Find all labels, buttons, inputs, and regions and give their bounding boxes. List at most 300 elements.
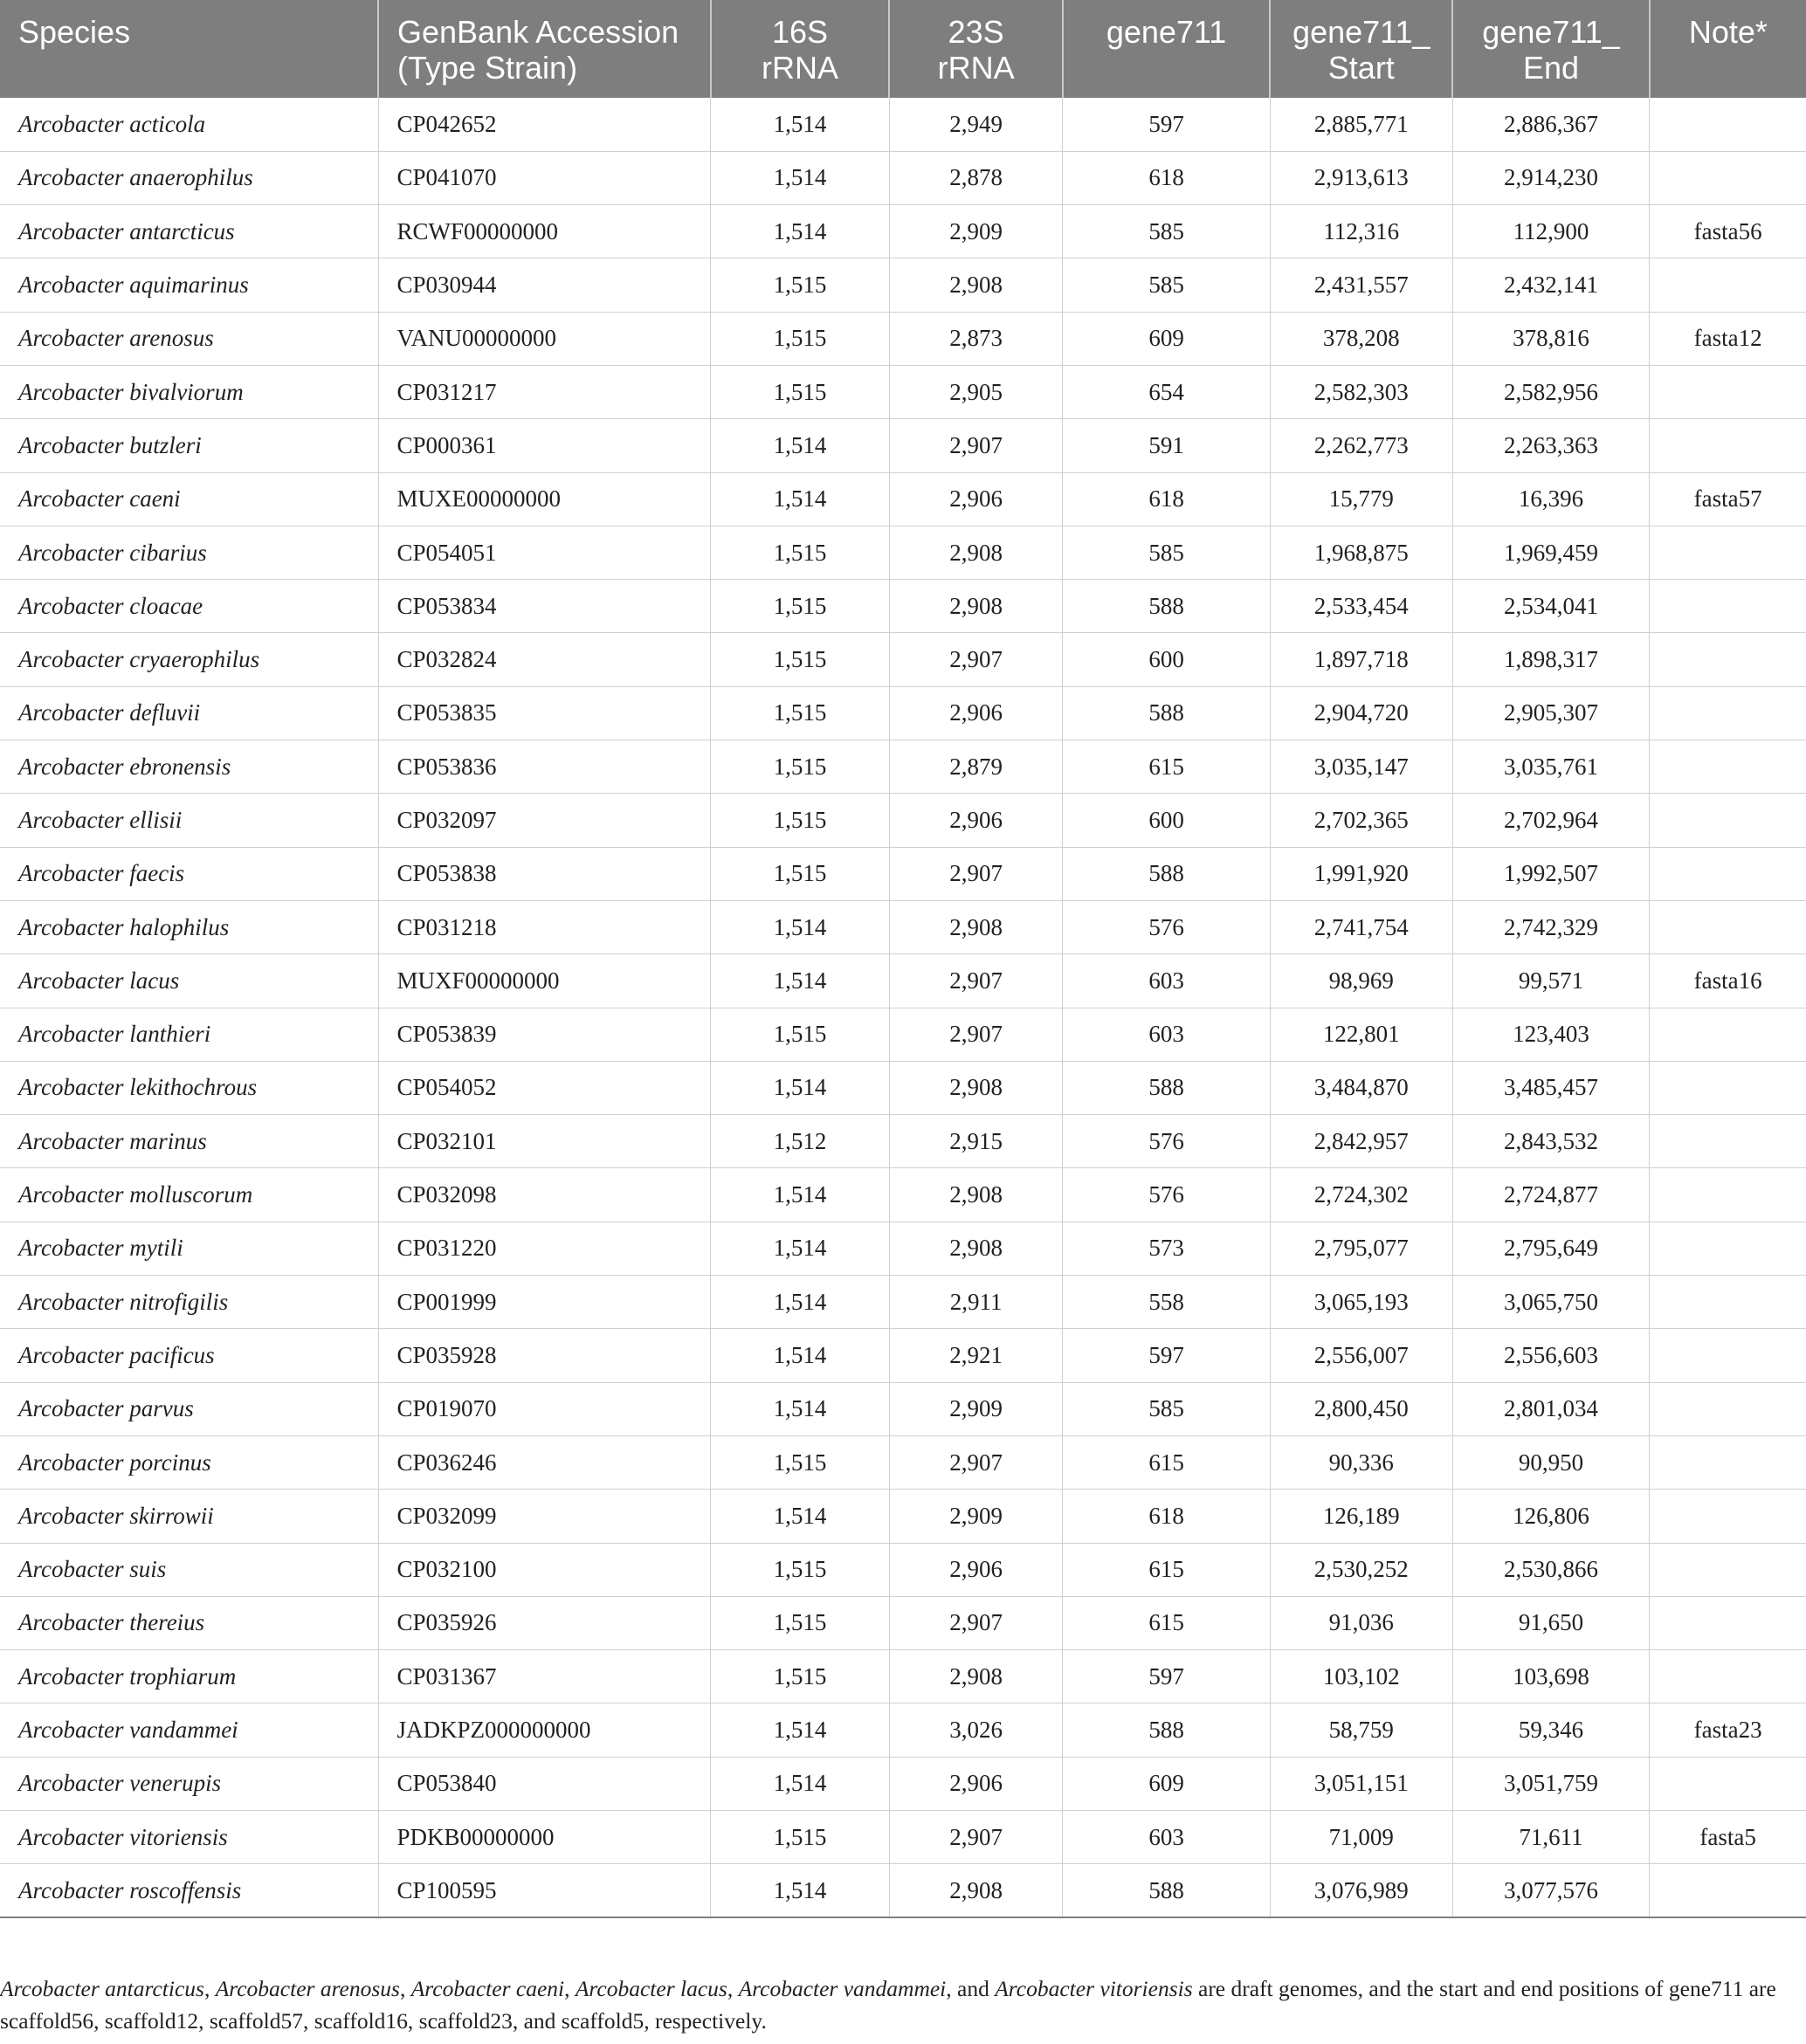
header-gene711: gene711 xyxy=(1063,0,1270,98)
cell-gene711-start: 2,800,450 xyxy=(1270,1382,1452,1435)
cell-note: fasta23 xyxy=(1650,1703,1806,1757)
cell-genbank-accession: CP032100 xyxy=(378,1543,711,1596)
cell-16s-rrna: 1,515 xyxy=(711,1650,890,1703)
cell-16s-rrna: 1,515 xyxy=(711,794,890,847)
cell-gene711-end: 2,742,329 xyxy=(1452,900,1649,953)
cell-gene711: 573 xyxy=(1063,1222,1270,1275)
cell-species: Arcobacter antarcticus xyxy=(0,205,378,258)
table-row xyxy=(0,258,1806,312)
cell-gene711-end: 59,346 xyxy=(1452,1703,1649,1757)
cell-note: fasta16 xyxy=(1650,954,1806,1008)
cell-16s-rrna: 1,515 xyxy=(711,1596,890,1649)
cell-gene711-end: 2,886,367 xyxy=(1452,98,1649,151)
cell-16s-rrna: 1,514 xyxy=(711,1222,890,1275)
cell-16s-rrna: 1,512 xyxy=(711,1115,890,1168)
cell-genbank-accession: CP032098 xyxy=(378,1168,711,1222)
cell-16s-rrna: 1,515 xyxy=(711,1543,890,1596)
footnote-text: , and xyxy=(946,1976,996,2001)
cell-16s-rrna: 1,515 xyxy=(711,1435,890,1489)
cell-note xyxy=(1650,526,1806,579)
cell-species: Arcobacter cibarius xyxy=(0,526,378,579)
cell-23s-rrna: 2,909 xyxy=(889,1382,1063,1435)
cell-23s-rrna: 2,908 xyxy=(889,580,1063,633)
cell-gene711-end: 16,396 xyxy=(1452,472,1649,526)
cell-gene711-start: 3,076,989 xyxy=(1270,1864,1452,1917)
cell-genbank-accession: CP053834 xyxy=(378,580,711,633)
cell-species: Arcobacter arenosus xyxy=(0,312,378,365)
cell-gene711-end: 3,035,761 xyxy=(1452,740,1649,794)
cell-note xyxy=(1650,1276,1806,1329)
cell-23s-rrna: 2,908 xyxy=(889,1168,1063,1222)
cell-gene711: 591 xyxy=(1063,419,1270,472)
cell-note xyxy=(1650,1757,1806,1810)
cell-gene711-start: 378,208 xyxy=(1270,312,1452,365)
cell-23s-rrna: 3,026 xyxy=(889,1703,1063,1757)
cell-gene711-end: 90,950 xyxy=(1452,1435,1649,1489)
cell-genbank-accession: CP036246 xyxy=(378,1435,711,1489)
table-row xyxy=(0,1596,1806,1649)
table-row xyxy=(0,1061,1806,1114)
cell-gene711: 558 xyxy=(1063,1276,1270,1329)
cell-species: Arcobacter thereius xyxy=(0,1596,378,1649)
table-row xyxy=(0,954,1806,1008)
cell-gene711-end: 112,900 xyxy=(1452,205,1649,258)
cell-species: Arcobacter trophiarum xyxy=(0,1650,378,1703)
cell-species: Arcobacter vitoriensis xyxy=(0,1811,378,1864)
cell-note xyxy=(1650,1061,1806,1114)
table-row xyxy=(0,98,1806,151)
cell-gene711: 600 xyxy=(1063,794,1270,847)
table-row xyxy=(0,1222,1806,1275)
cell-species: Arcobacter ebronensis xyxy=(0,740,378,794)
cell-genbank-accession: CP032824 xyxy=(378,633,711,686)
cell-gene711-start: 3,035,147 xyxy=(1270,740,1452,794)
cell-16s-rrna: 1,514 xyxy=(711,1864,890,1917)
cell-note xyxy=(1650,686,1806,740)
cell-note xyxy=(1650,580,1806,633)
cell-genbank-accession: CP031218 xyxy=(378,900,711,953)
cell-species: Arcobacter bivalviorum xyxy=(0,365,378,418)
cell-genbank-accession: CP032101 xyxy=(378,1115,711,1168)
cell-gene711-end: 2,801,034 xyxy=(1452,1382,1649,1435)
cell-16s-rrna: 1,514 xyxy=(711,1382,890,1435)
header-23s-rrna: 23S rRNA xyxy=(889,0,1063,98)
cell-gene711-start: 2,431,557 xyxy=(1270,258,1452,312)
header-note: Note* xyxy=(1688,14,1768,50)
cell-16s-rrna: 1,514 xyxy=(711,1757,890,1810)
cell-16s-rrna: 1,514 xyxy=(711,1168,890,1222)
cell-gene711-end: 2,914,230 xyxy=(1452,151,1649,204)
cell-gene711: 603 xyxy=(1063,1008,1270,1061)
cell-gene711-end: 71,611 xyxy=(1452,1811,1649,1864)
cell-note xyxy=(1650,740,1806,794)
table-footnote xyxy=(0,1972,1806,2037)
cell-gene711-end: 2,795,649 xyxy=(1452,1222,1649,1275)
cell-gene711-start: 2,913,613 xyxy=(1270,151,1452,204)
cell-16s-rrna: 1,515 xyxy=(711,312,890,365)
cell-gene711: 603 xyxy=(1063,1811,1270,1864)
footnote-text: , xyxy=(399,1976,411,2001)
table-row xyxy=(0,151,1806,204)
table-row xyxy=(0,580,1806,633)
cell-gene711-start: 71,009 xyxy=(1270,1811,1452,1864)
cell-note xyxy=(1650,258,1806,312)
cell-note xyxy=(1650,1382,1806,1435)
cell-genbank-accession: CP053838 xyxy=(378,847,711,900)
cell-gene711-end: 2,702,964 xyxy=(1452,794,1649,847)
cell-23s-rrna: 2,949 xyxy=(889,98,1063,151)
footnote-species-name: Arcobacter vandammei xyxy=(738,1976,947,2001)
cell-genbank-accession: CP031217 xyxy=(378,365,711,418)
footnote-species-name: Arcobacter vitoriensis xyxy=(995,1976,1193,2001)
cell-gene711: 585 xyxy=(1063,1382,1270,1435)
table-row xyxy=(0,847,1806,900)
cell-species: Arcobacter lanthieri xyxy=(0,1008,378,1061)
cell-gene711-end: 2,556,603 xyxy=(1452,1329,1649,1382)
cell-23s-rrna: 2,908 xyxy=(889,526,1063,579)
cell-note xyxy=(1650,1008,1806,1061)
cell-gene711: 615 xyxy=(1063,740,1270,794)
cell-23s-rrna: 2,908 xyxy=(889,900,1063,953)
cell-23s-rrna: 2,878 xyxy=(889,151,1063,204)
cell-species: Arcobacter molluscorum xyxy=(0,1168,378,1222)
cell-note xyxy=(1650,1435,1806,1489)
cell-gene711-start: 2,702,365 xyxy=(1270,794,1452,847)
cell-gene711: 576 xyxy=(1063,1115,1270,1168)
cell-gene711-start: 112,316 xyxy=(1270,205,1452,258)
cell-23s-rrna: 2,907 xyxy=(889,633,1063,686)
cell-species: Arcobacter venerupis xyxy=(0,1757,378,1810)
cell-23s-rrna: 2,908 xyxy=(889,258,1063,312)
cell-gene711-end: 2,432,141 xyxy=(1452,258,1649,312)
cell-23s-rrna: 2,907 xyxy=(889,1811,1063,1864)
cell-gene711-start: 91,036 xyxy=(1270,1596,1452,1649)
cell-species: Arcobacter butzleri xyxy=(0,419,378,472)
cell-23s-rrna: 2,911 xyxy=(889,1276,1063,1329)
cell-genbank-accession: CP042652 xyxy=(378,98,711,151)
cell-note xyxy=(1650,1115,1806,1168)
cell-gene711: 609 xyxy=(1063,1757,1270,1810)
header-genbank-accession: GenBank Accession (Type Strain) xyxy=(378,0,711,98)
cell-16s-rrna: 1,514 xyxy=(711,900,890,953)
cell-16s-rrna: 1,515 xyxy=(711,258,890,312)
cell-gene711-end: 3,077,576 xyxy=(1452,1864,1649,1917)
table-row xyxy=(0,1543,1806,1596)
cell-23s-rrna: 2,908 xyxy=(889,1650,1063,1703)
cell-gene711: 597 xyxy=(1063,1329,1270,1382)
cell-genbank-accession: CP031367 xyxy=(378,1650,711,1703)
cell-gene711: 588 xyxy=(1063,1703,1270,1757)
cell-16s-rrna: 1,515 xyxy=(711,633,890,686)
footnote-text: , xyxy=(564,1976,576,2001)
cell-gene711: 618 xyxy=(1063,151,1270,204)
cell-note xyxy=(1650,794,1806,847)
cell-note xyxy=(1650,1490,1806,1543)
cell-16s-rrna: 1,515 xyxy=(711,526,890,579)
cell-23s-rrna: 2,906 xyxy=(889,1757,1063,1810)
cell-23s-rrna: 2,905 xyxy=(889,365,1063,418)
cell-gene711: 600 xyxy=(1063,633,1270,686)
cell-species: Arcobacter skirrowii xyxy=(0,1490,378,1543)
cell-note xyxy=(1650,365,1806,418)
cell-23s-rrna: 2,908 xyxy=(889,1864,1063,1917)
cell-species: Arcobacter ellisii xyxy=(0,794,378,847)
cell-gene711-start: 122,801 xyxy=(1270,1008,1452,1061)
cell-23s-rrna: 2,906 xyxy=(889,472,1063,526)
cell-16s-rrna: 1,514 xyxy=(711,472,890,526)
cell-gene711: 576 xyxy=(1063,900,1270,953)
cell-genbank-accession: VANU00000000 xyxy=(378,312,711,365)
cell-genbank-accession: MUXF00000000 xyxy=(378,954,711,1008)
cell-23s-rrna: 2,879 xyxy=(889,740,1063,794)
cell-16s-rrna: 1,514 xyxy=(711,954,890,1008)
cell-species: Arcobacter roscoffensis xyxy=(0,1864,378,1917)
cell-gene711-start: 2,885,771 xyxy=(1270,98,1452,151)
cell-species: Arcobacter lacus xyxy=(0,954,378,1008)
cell-gene711: 618 xyxy=(1063,472,1270,526)
cell-genbank-accession: MUXE00000000 xyxy=(378,472,711,526)
header-species: Species xyxy=(0,0,378,98)
cell-gene711-start: 1,968,875 xyxy=(1270,526,1452,579)
cell-23s-rrna: 2,907 xyxy=(889,419,1063,472)
table-row xyxy=(0,1276,1806,1329)
cell-genbank-accession: PDKB00000000 xyxy=(378,1811,711,1864)
cell-16s-rrna: 1,515 xyxy=(711,686,890,740)
header-gene711-end: gene711_ End xyxy=(1452,0,1649,98)
cell-gene711-start: 98,969 xyxy=(1270,954,1452,1008)
cell-genbank-accession: CP100595 xyxy=(378,1864,711,1917)
cell-species: Arcobacter faecis xyxy=(0,847,378,900)
cell-genbank-accession: CP032097 xyxy=(378,794,711,847)
cell-gene711: 588 xyxy=(1063,847,1270,900)
cell-23s-rrna: 2,908 xyxy=(889,1222,1063,1275)
cell-gene711-start: 90,336 xyxy=(1270,1435,1452,1489)
cell-16s-rrna: 1,514 xyxy=(711,205,890,258)
cell-gene711-end: 126,806 xyxy=(1452,1490,1649,1543)
cell-gene711: 615 xyxy=(1063,1435,1270,1489)
cell-16s-rrna: 1,514 xyxy=(711,151,890,204)
cell-gene711-end: 3,065,750 xyxy=(1452,1276,1649,1329)
cell-gene711-start: 2,724,302 xyxy=(1270,1168,1452,1222)
table-row xyxy=(0,900,1806,953)
cell-species: Arcobacter parvus xyxy=(0,1382,378,1435)
table-row xyxy=(0,686,1806,740)
cell-gene711: 588 xyxy=(1063,1864,1270,1917)
table-row xyxy=(0,1811,1806,1864)
cell-genbank-accession: CP030944 xyxy=(378,258,711,312)
cell-gene711: 585 xyxy=(1063,205,1270,258)
cell-note xyxy=(1650,847,1806,900)
cell-23s-rrna: 2,907 xyxy=(889,954,1063,1008)
cell-23s-rrna: 2,907 xyxy=(889,847,1063,900)
cell-gene711-start: 15,779 xyxy=(1270,472,1452,526)
cell-23s-rrna: 2,906 xyxy=(889,794,1063,847)
cell-gene711: 597 xyxy=(1063,98,1270,151)
cell-gene711-end: 3,485,457 xyxy=(1452,1061,1649,1114)
cell-species: Arcobacter defluvii xyxy=(0,686,378,740)
cell-23s-rrna: 2,907 xyxy=(889,1596,1063,1649)
cell-16s-rrna: 1,514 xyxy=(711,1703,890,1757)
cell-genbank-accession: CP053835 xyxy=(378,686,711,740)
table-row xyxy=(0,740,1806,794)
cell-species: Arcobacter mytili xyxy=(0,1222,378,1275)
cell-23s-rrna: 2,907 xyxy=(889,1008,1063,1061)
cell-note xyxy=(1650,1543,1806,1596)
table-row xyxy=(0,1757,1806,1810)
table-row xyxy=(0,794,1806,847)
cell-gene711-start: 2,904,720 xyxy=(1270,686,1452,740)
cell-genbank-accession: CP000361 xyxy=(378,419,711,472)
cell-gene711: 585 xyxy=(1063,526,1270,579)
cell-16s-rrna: 1,514 xyxy=(711,98,890,151)
table-body xyxy=(0,98,1806,1917)
cell-gene711: 585 xyxy=(1063,258,1270,312)
cell-gene711-start: 2,842,957 xyxy=(1270,1115,1452,1168)
cell-gene711-end: 1,969,459 xyxy=(1452,526,1649,579)
cell-genbank-accession: CP032099 xyxy=(378,1490,711,1543)
cell-note xyxy=(1650,1596,1806,1649)
cell-23s-rrna: 2,906 xyxy=(889,686,1063,740)
table-row xyxy=(0,365,1806,418)
cell-16s-rrna: 1,515 xyxy=(711,1008,890,1061)
cell-note xyxy=(1650,1864,1806,1917)
cell-genbank-accession: CP054052 xyxy=(378,1061,711,1114)
cell-gene711-start: 1,991,920 xyxy=(1270,847,1452,900)
cell-species: Arcobacter anaerophilus xyxy=(0,151,378,204)
cell-gene711-end: 2,582,956 xyxy=(1452,365,1649,418)
cell-gene711-end: 2,530,866 xyxy=(1452,1543,1649,1596)
cell-16s-rrna: 1,515 xyxy=(711,1811,890,1864)
table-row xyxy=(0,1382,1806,1435)
cell-genbank-accession: CP041070 xyxy=(378,151,711,204)
cell-gene711: 588 xyxy=(1063,1061,1270,1114)
cell-note xyxy=(1650,900,1806,953)
cell-23s-rrna: 2,915 xyxy=(889,1115,1063,1168)
footnote-species-name: Arcobacter lacus xyxy=(575,1976,727,2001)
header-16s-rrna: 16S rRNA xyxy=(711,0,890,98)
cell-gene711-start: 2,582,303 xyxy=(1270,365,1452,418)
header-gene711-start: gene711_ Start xyxy=(1270,0,1452,98)
cell-gene711: 597 xyxy=(1063,1650,1270,1703)
footnote-species-name: Arcobacter antarcticus xyxy=(0,1976,204,2001)
cell-16s-rrna: 1,514 xyxy=(711,1061,890,1114)
footnote-text: , xyxy=(727,1976,739,2001)
cell-note xyxy=(1650,419,1806,472)
table-row xyxy=(0,1864,1806,1917)
cell-gene711: 603 xyxy=(1063,954,1270,1008)
cell-note: fasta5 xyxy=(1650,1811,1806,1864)
cell-gene711: 654 xyxy=(1063,365,1270,418)
cell-species: Arcobacter caeni xyxy=(0,472,378,526)
cell-16s-rrna: 1,514 xyxy=(711,1490,890,1543)
cell-16s-rrna: 1,514 xyxy=(711,419,890,472)
cell-gene711-start: 2,741,754 xyxy=(1270,900,1452,953)
cell-gene711-end: 2,724,877 xyxy=(1452,1168,1649,1222)
cell-16s-rrna: 1,514 xyxy=(711,1329,890,1382)
cell-gene711-start: 2,533,454 xyxy=(1270,580,1452,633)
cell-gene711: 618 xyxy=(1063,1490,1270,1543)
cell-23s-rrna: 2,906 xyxy=(889,1543,1063,1596)
cell-note xyxy=(1650,1222,1806,1275)
table-row xyxy=(0,1435,1806,1489)
cell-23s-rrna: 2,909 xyxy=(889,205,1063,258)
table-row xyxy=(0,633,1806,686)
cell-gene711-start: 103,102 xyxy=(1270,1650,1452,1703)
cell-genbank-accession: CP035926 xyxy=(378,1596,711,1649)
cell-genbank-accession: RCWF00000000 xyxy=(378,205,711,258)
footnote-text: , xyxy=(203,1976,216,2001)
cell-gene711-start: 1,897,718 xyxy=(1270,633,1452,686)
cell-species: Arcobacter aquimarinus xyxy=(0,258,378,312)
table-row xyxy=(0,526,1806,579)
cell-gene711-start: 58,759 xyxy=(1270,1703,1452,1757)
cell-species: Arcobacter cryaerophilus xyxy=(0,633,378,686)
cell-genbank-accession: CP053836 xyxy=(378,740,711,794)
cell-gene711: 588 xyxy=(1063,686,1270,740)
cell-note: fasta56 xyxy=(1650,205,1806,258)
cell-note xyxy=(1650,1329,1806,1382)
cell-23s-rrna: 2,873 xyxy=(889,312,1063,365)
cell-note: fasta12 xyxy=(1650,312,1806,365)
cell-note xyxy=(1650,1168,1806,1222)
cell-species: Arcobacter marinus xyxy=(0,1115,378,1168)
cell-gene711-start: 3,065,193 xyxy=(1270,1276,1452,1329)
cell-genbank-accession: CP054051 xyxy=(378,526,711,579)
cell-gene711: 576 xyxy=(1063,1168,1270,1222)
cell-note: fasta57 xyxy=(1650,472,1806,526)
cell-note xyxy=(1650,98,1806,151)
cell-gene711-end: 123,403 xyxy=(1452,1008,1649,1061)
cell-gene711-end: 99,571 xyxy=(1452,954,1649,1008)
cell-23s-rrna: 2,907 xyxy=(889,1435,1063,1489)
footnote-species-name: Arcobacter caeni xyxy=(410,1976,565,2001)
cell-gene711-start: 3,484,870 xyxy=(1270,1061,1452,1114)
cell-gene711: 588 xyxy=(1063,580,1270,633)
cell-16s-rrna: 1,515 xyxy=(711,580,890,633)
table-row xyxy=(0,205,1806,258)
table-row xyxy=(0,1703,1806,1757)
cell-species: Arcobacter nitrofigilis xyxy=(0,1276,378,1329)
cell-gene711: 615 xyxy=(1063,1543,1270,1596)
cell-23s-rrna: 2,921 xyxy=(889,1329,1063,1382)
cell-16s-rrna: 1,515 xyxy=(711,847,890,900)
cell-species: Arcobacter vandammei xyxy=(0,1703,378,1757)
cell-genbank-accession: CP001999 xyxy=(378,1276,711,1329)
cell-gene711-start: 2,795,077 xyxy=(1270,1222,1452,1275)
table-row xyxy=(0,1650,1806,1703)
footnote-species-name: Arcobacter arenosus xyxy=(215,1976,400,2001)
cell-species: Arcobacter cloacae xyxy=(0,580,378,633)
cell-gene711-start: 2,530,252 xyxy=(1270,1543,1452,1596)
cell-gene711-end: 3,051,759 xyxy=(1452,1757,1649,1810)
cell-gene711-end: 2,534,041 xyxy=(1452,580,1649,633)
cell-genbank-accession: CP053840 xyxy=(378,1757,711,1810)
table-row xyxy=(0,312,1806,365)
table-row xyxy=(0,1168,1806,1222)
cell-gene711-start: 2,556,007 xyxy=(1270,1329,1452,1382)
cell-note xyxy=(1650,1650,1806,1703)
cell-gene711-start: 2,262,773 xyxy=(1270,419,1452,472)
cell-gene711-end: 2,263,363 xyxy=(1452,419,1649,472)
cell-species: Arcobacter porcinus xyxy=(0,1435,378,1489)
table-row xyxy=(0,1329,1806,1382)
cell-genbank-accession: CP019070 xyxy=(378,1382,711,1435)
cell-gene711: 609 xyxy=(1063,312,1270,365)
cell-gene711-end: 1,992,507 xyxy=(1452,847,1649,900)
cell-23s-rrna: 2,908 xyxy=(889,1061,1063,1114)
cell-genbank-accession: CP031220 xyxy=(378,1222,711,1275)
cell-gene711-end: 91,650 xyxy=(1452,1596,1649,1649)
